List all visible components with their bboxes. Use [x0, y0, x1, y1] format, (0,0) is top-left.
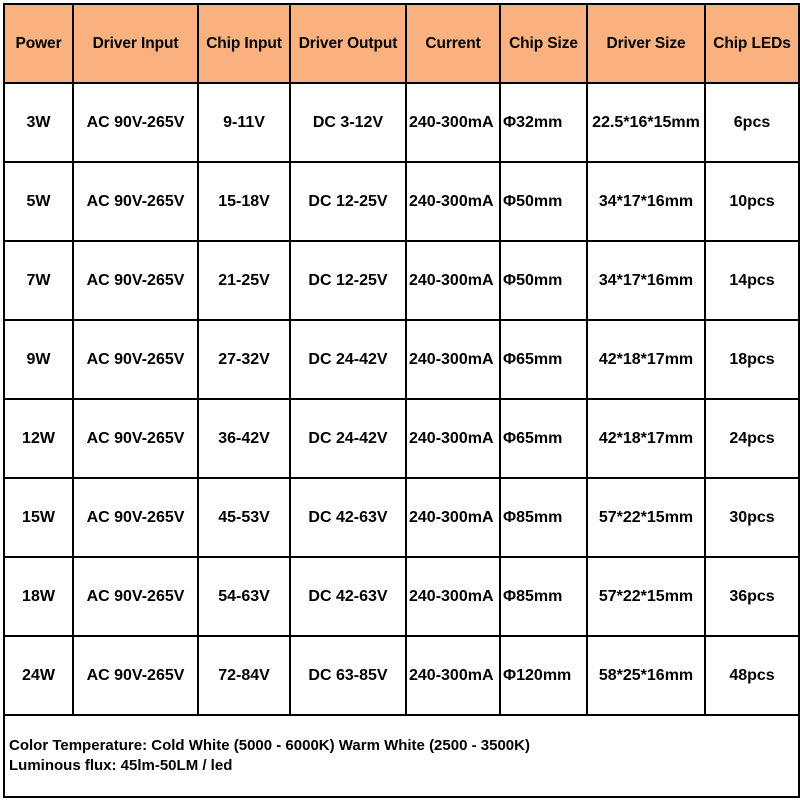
- cell-chip-size: Φ120mm: [500, 636, 587, 715]
- cell-driver-output: DC 42-63V: [290, 478, 406, 557]
- cell-chip-leds: 10pcs: [705, 162, 799, 241]
- header-chip-input: Chip Input: [198, 4, 290, 83]
- cell-driver-input: AC 90V-265V: [73, 320, 198, 399]
- cell-power: 15W: [4, 478, 73, 557]
- table-row: [4, 399, 799, 478]
- header-driver-input: Driver Input: [73, 4, 198, 83]
- cell-current: 240-300mA: [406, 636, 500, 715]
- cell-driver-size: 42*18*17mm: [587, 399, 705, 478]
- cell-chip-size: Φ85mm: [500, 478, 587, 557]
- cell-driver-size: 57*22*15mm: [587, 478, 705, 557]
- cell-driver-output: DC 12-25V: [290, 162, 406, 241]
- cell-driver-output: DC 24-42V: [290, 320, 406, 399]
- cell-driver-output: DC 24-42V: [290, 399, 406, 478]
- cell-chip-leds: 48pcs: [705, 636, 799, 715]
- table-row: [4, 162, 799, 241]
- cell-current: 240-300mA: [406, 162, 500, 241]
- header-row: [4, 4, 799, 83]
- luminous-flux-note: Luminous flux: 45lm-50LM / led: [9, 757, 233, 774]
- table-row: [4, 320, 799, 399]
- cell-driver-output: DC 3-12V: [290, 83, 406, 162]
- cell-current: 240-300mA: [406, 399, 500, 478]
- cell-chip-leds: 18pcs: [705, 320, 799, 399]
- cell-current: 240-300mA: [406, 320, 500, 399]
- cell-chip-size: Φ32mm: [500, 83, 587, 162]
- cell-driver-size: 34*17*16mm: [587, 241, 705, 320]
- table-body: [4, 83, 799, 797]
- header-power: Power: [4, 4, 73, 83]
- cell-driver-size: 34*17*16mm: [587, 162, 705, 241]
- cell-power: 12W: [4, 399, 73, 478]
- cell-current: 240-300mA: [406, 83, 500, 162]
- cell-driver-size: 42*18*17mm: [587, 320, 705, 399]
- color-temperature-note: Color Temperature: Cold White (5000 - 6000K) Warm White (2500 - 3500K): [9, 737, 530, 754]
- cell-chip-input: 72-84V: [198, 636, 290, 715]
- cell-current: 240-300mA: [406, 241, 500, 320]
- cell-chip-leds: 24pcs: [705, 399, 799, 478]
- cell-power: 18W: [4, 557, 73, 636]
- table-row: [4, 241, 799, 320]
- table-row: [4, 557, 799, 636]
- specification-table: [3, 3, 800, 798]
- cell-power: 5W: [4, 162, 73, 241]
- cell-driver-size: 22.5*16*15mm: [587, 83, 705, 162]
- cell-current: 240-300mA: [406, 478, 500, 557]
- cell-driver-input: AC 90V-265V: [73, 241, 198, 320]
- cell-chip-input: 27-32V: [198, 320, 290, 399]
- cell-power: 3W: [4, 83, 73, 162]
- cell-chip-input: 45-53V: [198, 478, 290, 557]
- cell-driver-size: 58*25*16mm: [587, 636, 705, 715]
- notes-row: [4, 715, 799, 797]
- cell-chip-input: 36-42V: [198, 399, 290, 478]
- cell-chip-size: Φ65mm: [500, 320, 587, 399]
- cell-chip-input: 21-25V: [198, 241, 290, 320]
- header-chip-leds: Chip LEDs: [705, 4, 799, 83]
- cell-chip-input: 54-63V: [198, 557, 290, 636]
- cell-driver-input: AC 90V-265V: [73, 636, 198, 715]
- cell-driver-output: DC 12-25V: [290, 241, 406, 320]
- header-driver-size: Driver Size: [587, 4, 705, 83]
- cell-chip-size: Φ65mm: [500, 399, 587, 478]
- table-row: [4, 478, 799, 557]
- cell-chip-size: Φ50mm: [500, 241, 587, 320]
- cell-chip-size: Φ50mm: [500, 162, 587, 241]
- cell-chip-input: 15-18V: [198, 162, 290, 241]
- cell-driver-output: DC 42-63V: [290, 557, 406, 636]
- cell-power: 24W: [4, 636, 73, 715]
- header-driver-output: Driver Output: [290, 4, 406, 83]
- cell-power: 7W: [4, 241, 73, 320]
- cell-driver-size: 57*22*15mm: [587, 557, 705, 636]
- cell-power: 9W: [4, 320, 73, 399]
- cell-driver-input: AC 90V-265V: [73, 557, 198, 636]
- cell-driver-input: AC 90V-265V: [73, 399, 198, 478]
- cell-chip-leds: 6pcs: [705, 83, 799, 162]
- cell-chip-leds: 36pcs: [705, 557, 799, 636]
- notes-cell: [4, 715, 799, 797]
- header-current: Current: [406, 4, 500, 83]
- cell-chip-size: Φ85mm: [500, 557, 587, 636]
- header-chip-size: Chip Size: [500, 4, 587, 83]
- table-row: [4, 636, 799, 715]
- cell-driver-input: AC 90V-265V: [73, 478, 198, 557]
- cell-driver-input: AC 90V-265V: [73, 162, 198, 241]
- cell-chip-leds: 30pcs: [705, 478, 799, 557]
- cell-current: 240-300mA: [406, 557, 500, 636]
- table-row: [4, 83, 799, 162]
- cell-driver-output: DC 63-85V: [290, 636, 406, 715]
- cell-chip-input: 9-11V: [198, 83, 290, 162]
- cell-driver-input: AC 90V-265V: [73, 83, 198, 162]
- cell-chip-leds: 14pcs: [705, 241, 799, 320]
